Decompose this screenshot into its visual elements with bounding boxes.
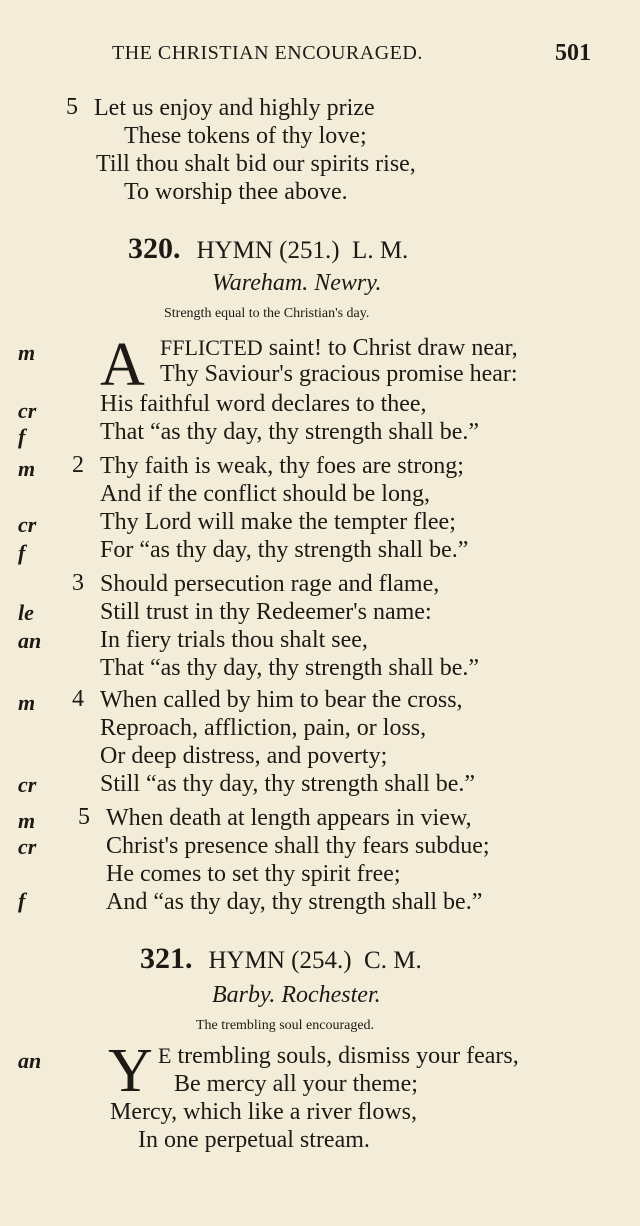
dynamic-marking: cr bbox=[18, 834, 37, 859]
verse-line: That “as thy day, thy strength shall be.” bbox=[100, 655, 480, 681]
dynamic-marking: le bbox=[18, 600, 34, 625]
verse-line: And “as thy day, thy strength shall be.” bbox=[106, 889, 483, 915]
hymn-number: 320. bbox=[128, 232, 181, 265]
verse-number: 5 bbox=[66, 94, 78, 120]
verse-line: These tokens of thy love; bbox=[124, 123, 367, 149]
hymn-subtitle: Strength equal to the Christian's day. bbox=[164, 306, 370, 321]
verse-line: In one perpetual stream. bbox=[138, 1127, 370, 1153]
tune-names: Wareham. Newry. bbox=[212, 270, 382, 296]
verse-line: Should persecution rage and flame, bbox=[100, 571, 440, 597]
verse-line: And if the conflict should be long, bbox=[100, 481, 430, 507]
verse-line: Still trust in thy Redeemer's name: bbox=[100, 599, 432, 625]
verse-line: Mercy, which like a river flows, bbox=[110, 1099, 418, 1125]
verse-line: His faithful word declares to thee, bbox=[100, 391, 427, 417]
first-word: E bbox=[158, 1043, 172, 1068]
hymn-number: 321. bbox=[140, 942, 193, 975]
dynamic-marking: m bbox=[18, 808, 36, 833]
dynamic-marking: m bbox=[18, 456, 36, 481]
verse-number: 2 bbox=[72, 452, 84, 478]
verse-line: Till thou shalt bid our spirits rise, bbox=[96, 151, 416, 177]
verse-line: Thy Saviour's gracious promise hear: bbox=[160, 361, 518, 387]
hymn-321-heading bbox=[140, 942, 422, 976]
dynamic-marking: m bbox=[18, 690, 36, 715]
dynamic-marking: f bbox=[18, 540, 26, 565]
verse-line: Christ's presence shall thy fears subdue; bbox=[106, 833, 490, 859]
hymn-label: HYMN (254.) bbox=[208, 947, 352, 974]
verse-line: Still “as thy day, thy strength shall be.” bbox=[100, 771, 476, 797]
dynamic-marking: f bbox=[18, 424, 26, 449]
page-number: 501 bbox=[555, 40, 591, 66]
verse-number: 4 bbox=[72, 686, 84, 712]
dynamic-marking: cr bbox=[18, 398, 37, 423]
running-head: THE CHRISTIAN ENCOURAGED. bbox=[112, 42, 423, 64]
drop-cap: Y bbox=[108, 1037, 153, 1105]
tune-names: Barby. Rochester. bbox=[212, 982, 381, 1008]
hymn-subtitle: The trembling soul encouraged. bbox=[196, 1018, 375, 1033]
verse-line: In fiery trials thou shalt see, bbox=[100, 627, 368, 653]
verse-line: For “as thy day, thy strength shall be.” bbox=[100, 537, 469, 563]
verse-line: When called by him to bear the cross, bbox=[100, 687, 463, 713]
hymn-label: HYMN (251.) bbox=[196, 237, 340, 264]
verse-line: That “as thy day, thy strength shall be.” bbox=[100, 419, 480, 445]
drop-cap: A bbox=[100, 331, 145, 399]
dynamic-marking: f bbox=[18, 888, 26, 913]
verse-line: Be mercy all your theme; bbox=[174, 1071, 418, 1097]
hymn-meter: C. M. bbox=[364, 947, 422, 974]
verse-line: Reproach, affliction, pain, or loss, bbox=[100, 715, 427, 741]
verse-number: 5 bbox=[78, 804, 90, 830]
verse-line: Let us enjoy and highly prize bbox=[94, 95, 375, 121]
verse-line: FFLICTED saint! to Christ draw near, bbox=[160, 335, 518, 361]
verse-line: He comes to set thy spirit free; bbox=[106, 861, 401, 887]
verse-line: Thy Lord will make the tempter flee; bbox=[100, 509, 456, 535]
verse-line: E trembling souls, dismiss your fears, bbox=[158, 1043, 519, 1069]
dynamic-marking: m bbox=[18, 340, 36, 365]
verse-line: Thy faith is weak, thy foes are strong; bbox=[100, 453, 464, 479]
dynamic-marking: an bbox=[18, 628, 42, 653]
hymn-meter: L. M. bbox=[352, 237, 409, 264]
verse-line: When death at length appears in view, bbox=[106, 805, 472, 831]
dynamic-marking: cr bbox=[18, 512, 37, 537]
hymn-320-heading bbox=[128, 232, 408, 266]
verse-line: Or deep distress, and poverty; bbox=[100, 743, 388, 769]
verse-line: To worship thee above. bbox=[124, 179, 348, 205]
dynamic-marking: cr bbox=[18, 772, 37, 797]
dynamic-marking: an bbox=[18, 1048, 42, 1073]
first-word: FFLICTED bbox=[160, 335, 263, 360]
verse-number: 3 bbox=[72, 570, 84, 596]
